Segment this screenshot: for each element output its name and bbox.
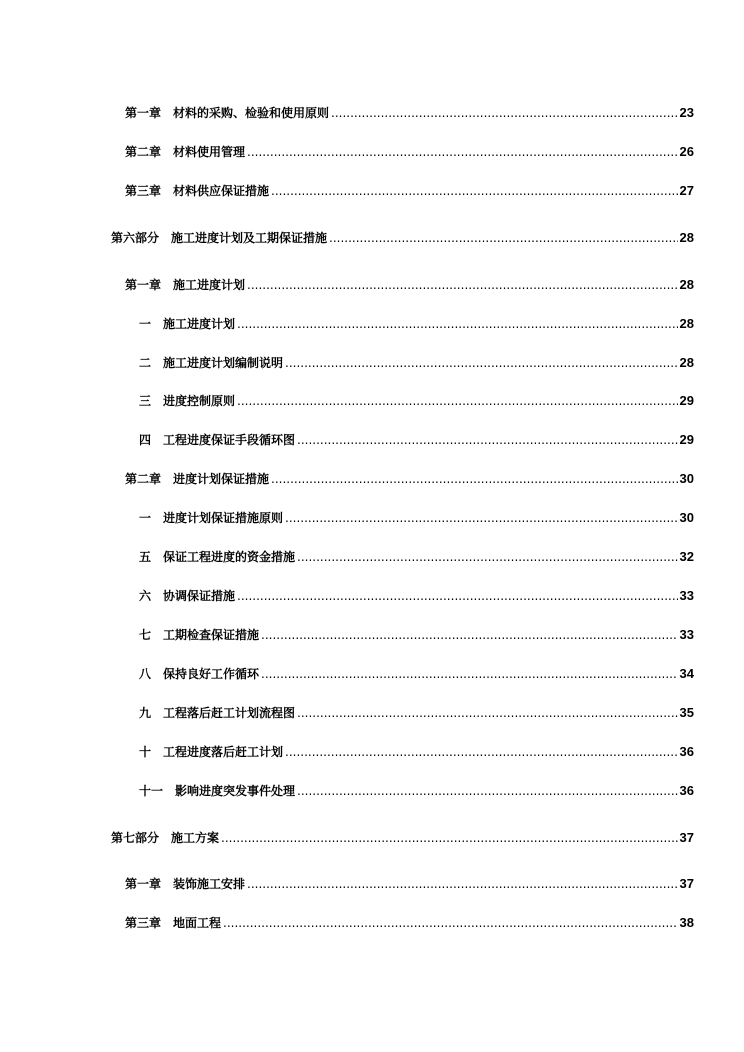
toc-page-number: 28 — [679, 230, 694, 245]
toc-entry-title: 六 协调保证措施 — [139, 589, 236, 603]
toc-page-number: 32 — [679, 549, 694, 564]
toc-leader-dots — [237, 394, 678, 408]
toc-leader-dots — [261, 628, 678, 642]
toc-entry[interactable] — [125, 910, 694, 930]
toc-entry[interactable] — [111, 225, 694, 245]
toc-entry[interactable] — [125, 178, 694, 198]
toc-entry-title: 一 进度计划保证措施原则 — [139, 511, 284, 525]
toc-leader-dots — [297, 550, 678, 564]
toc-leader-dots — [247, 145, 678, 159]
toc-entry-title: 三 进度控制原则 — [139, 394, 236, 408]
toc-entry-title: 第三章 地面工程 — [125, 916, 222, 930]
toc-leader-dots — [297, 784, 678, 798]
toc-entry-title: 二 施工进度计划编制说明 — [139, 356, 284, 370]
toc-leader-dots — [285, 511, 678, 525]
toc-leader-dots — [247, 877, 678, 891]
toc-entry[interactable] — [139, 544, 694, 564]
toc-page-number: 37 — [679, 876, 694, 891]
toc-entry-title: 第三章 材料供应保证措施 — [125, 184, 270, 198]
toc-page-number: 36 — [679, 744, 694, 759]
toc-page-number: 33 — [679, 627, 694, 642]
toc-page-number: 26 — [679, 144, 694, 159]
toc-entry[interactable] — [139, 622, 694, 642]
toc-page-number: 23 — [679, 105, 694, 120]
toc-entry[interactable] — [111, 825, 694, 845]
toc-entry[interactable] — [139, 427, 694, 447]
toc-entry-title: 十一 影响进度突发事件处理 — [139, 784, 296, 798]
toc-entry[interactable] — [139, 583, 694, 603]
toc-entry-title: 一 施工进度计划 — [139, 317, 236, 331]
toc-page-number: 36 — [679, 783, 694, 798]
toc-page-number: 27 — [679, 183, 694, 198]
toc-entry[interactable] — [139, 661, 694, 681]
toc-page-number: 33 — [679, 588, 694, 603]
toc-entry[interactable] — [139, 739, 694, 759]
toc-page-number: 28 — [679, 355, 694, 370]
toc-entry[interactable] — [125, 466, 694, 486]
toc-entry-title: 七 工期检查保证措施 — [139, 628, 260, 642]
toc-page-number: 35 — [679, 705, 694, 720]
toc-entry[interactable] — [125, 100, 694, 120]
toc-page-number: 29 — [679, 432, 694, 447]
toc-page-number: 38 — [679, 915, 694, 930]
toc-entry[interactable] — [125, 272, 694, 292]
toc-entry-title: 第二章 进度计划保证措施 — [125, 472, 270, 486]
toc-leader-dots — [271, 472, 678, 486]
toc-leader-dots — [329, 231, 678, 245]
toc-entry-title: 九 工程落后赶工计划流程图 — [139, 706, 296, 720]
toc-entry-title: 第六部分 施工进度计划及工期保证措施 — [111, 231, 328, 245]
toc-page-number: 28 — [679, 277, 694, 292]
toc-leader-dots — [247, 278, 678, 292]
toc-entry[interactable] — [139, 388, 694, 408]
toc-entry[interactable] — [139, 778, 694, 798]
toc-entry[interactable] — [125, 139, 694, 159]
toc-entry-title: 十 工程进度落后赶工计划 — [139, 745, 284, 759]
toc-page-number: 30 — [679, 510, 694, 525]
toc-entry[interactable] — [139, 700, 694, 720]
toc-entry-title: 五 保证工程进度的资金措施 — [139, 550, 296, 564]
toc-page-number: 37 — [679, 830, 694, 845]
toc-leader-dots — [271, 184, 678, 198]
toc-entry-title: 八 保持良好工作循环 — [139, 667, 260, 681]
toc-leader-dots — [297, 433, 678, 447]
toc-leader-dots — [223, 916, 678, 930]
toc-leader-dots — [221, 831, 678, 845]
toc-entry-title: 第七部分 施工方案 — [111, 831, 220, 845]
toc-entry-title: 四 工程进度保证手段循环图 — [139, 433, 296, 447]
toc-leader-dots — [285, 356, 678, 370]
toc-entry-title: 第一章 施工进度计划 — [125, 278, 246, 292]
toc-page-number: 30 — [679, 471, 694, 486]
toc-entry[interactable] — [125, 871, 694, 891]
toc-entry-title: 第一章 装饰施工安排 — [125, 877, 246, 891]
toc-entry-title: 第二章 材料使用管理 — [125, 145, 246, 159]
toc-entry[interactable] — [139, 505, 694, 525]
toc-leader-dots — [237, 589, 678, 603]
toc-leader-dots — [331, 106, 678, 120]
toc-leader-dots — [297, 706, 678, 720]
toc-leader-dots — [237, 317, 678, 331]
toc-leader-dots — [285, 745, 678, 759]
toc-entry-title: 第一章 材料的采购、检验和使用原则 — [125, 106, 330, 120]
toc-leader-dots — [261, 667, 678, 681]
toc-page-number: 28 — [679, 316, 694, 331]
toc-page-number: 29 — [679, 393, 694, 408]
toc-entry[interactable] — [139, 311, 694, 331]
toc-entry[interactable] — [139, 350, 694, 370]
toc-page-number: 34 — [679, 666, 694, 681]
